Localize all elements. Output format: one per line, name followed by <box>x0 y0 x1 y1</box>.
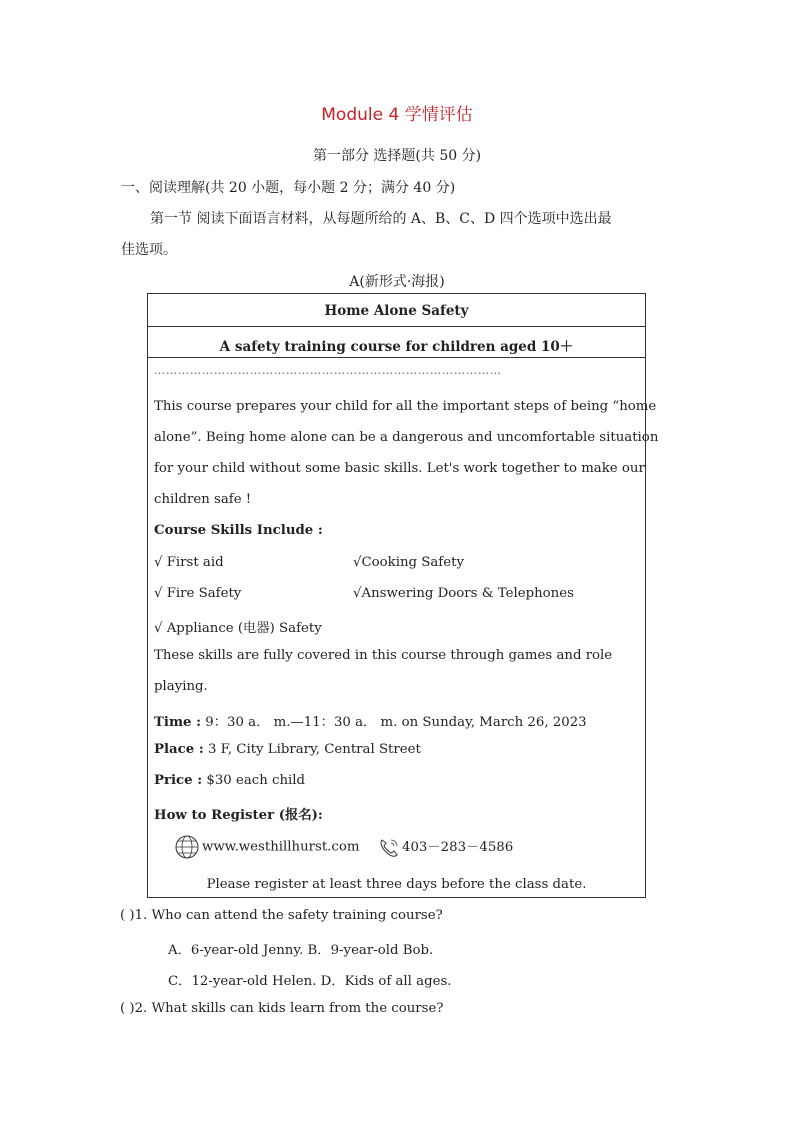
time-row <box>154 711 587 730</box>
question-2: ( )2. What skills can kids learn from the course? <box>120 1001 444 1016</box>
price-row <box>154 773 305 788</box>
passage-label: A(新形式·海报) <box>349 274 445 290</box>
poster-subtitle: A safety training course for children aged 10＋ <box>219 339 574 355</box>
website-row <box>174 834 359 860</box>
question-1-options-cd: C．12-year-old Helen. D．Kids of all ages. <box>168 974 452 989</box>
time-label: Time : <box>154 715 202 730</box>
intro-line: alone”. Being home alone can be a dangerous and uncomfortable situation <box>154 430 659 445</box>
price-value: $30 each child <box>202 773 306 788</box>
register-note: Please register at least three days before the class date. <box>206 877 587 892</box>
website-text: www.westhillhurst.com <box>202 839 360 855</box>
dotted-line: …………………………………………………………………………… <box>154 364 502 377</box>
part-heading: 第一部分 选择题(共 50 分) <box>312 148 482 164</box>
divider <box>148 357 645 358</box>
poster-box <box>147 293 659 898</box>
question-1-options-ab: A．6-year-old Jenny. B．9-year-old Bob. <box>168 943 434 958</box>
page-title: Module 4 学情评估 <box>321 105 473 125</box>
question-1: ( )1. Who can attend the safety training course? <box>120 908 443 923</box>
intro-line: This course prepares your child for all the important steps of being “home <box>154 399 657 414</box>
place-value: 3 F, City Library, Central Street <box>203 742 421 757</box>
skill-item: √Answering Doors & Telephones <box>353 586 574 601</box>
phone-row <box>378 836 513 859</box>
place-label: Place : <box>154 742 204 757</box>
register-heading: How to Register (报名): <box>154 808 323 823</box>
divider <box>148 326 645 327</box>
covered-line: These skills are fully covered in this course through games and role <box>154 648 613 663</box>
section-heading: 一、阅读理解(共 20 小题，每小题 2 分；满分 40 分) <box>121 180 456 196</box>
instruction-line-1: 第一节 阅读下面语言材料，从每题所给的 A、B、C、D 四个选项中选出最 <box>150 211 612 227</box>
skill-item: √ Appliance (电器) Safety <box>154 621 322 636</box>
poster-title: Home Alone Safety <box>324 303 469 319</box>
skill-item: √Cooking Safety <box>353 555 464 570</box>
phone-text: 403－283－4586 <box>402 840 514 855</box>
skill-item: √ Fire Safety <box>154 586 242 601</box>
intro-line: children safe ! <box>154 492 252 507</box>
instruction-line-2: 佳选项。 <box>121 242 177 258</box>
intro-line: for your child without some basic skills. Let's work together to make our <box>154 461 645 476</box>
price-label: Price : <box>154 773 203 788</box>
covered-line: playing. <box>154 679 208 694</box>
place-row <box>154 742 421 757</box>
skills-heading: Course Skills Include : <box>154 523 323 538</box>
skill-item: √ First aid <box>154 555 224 570</box>
time-value: 9：30 a． m.—11：30 a． m. on Sunday, March 26, 2023 <box>201 715 587 730</box>
phone-icon <box>378 837 400 859</box>
globe-icon <box>174 834 200 860</box>
